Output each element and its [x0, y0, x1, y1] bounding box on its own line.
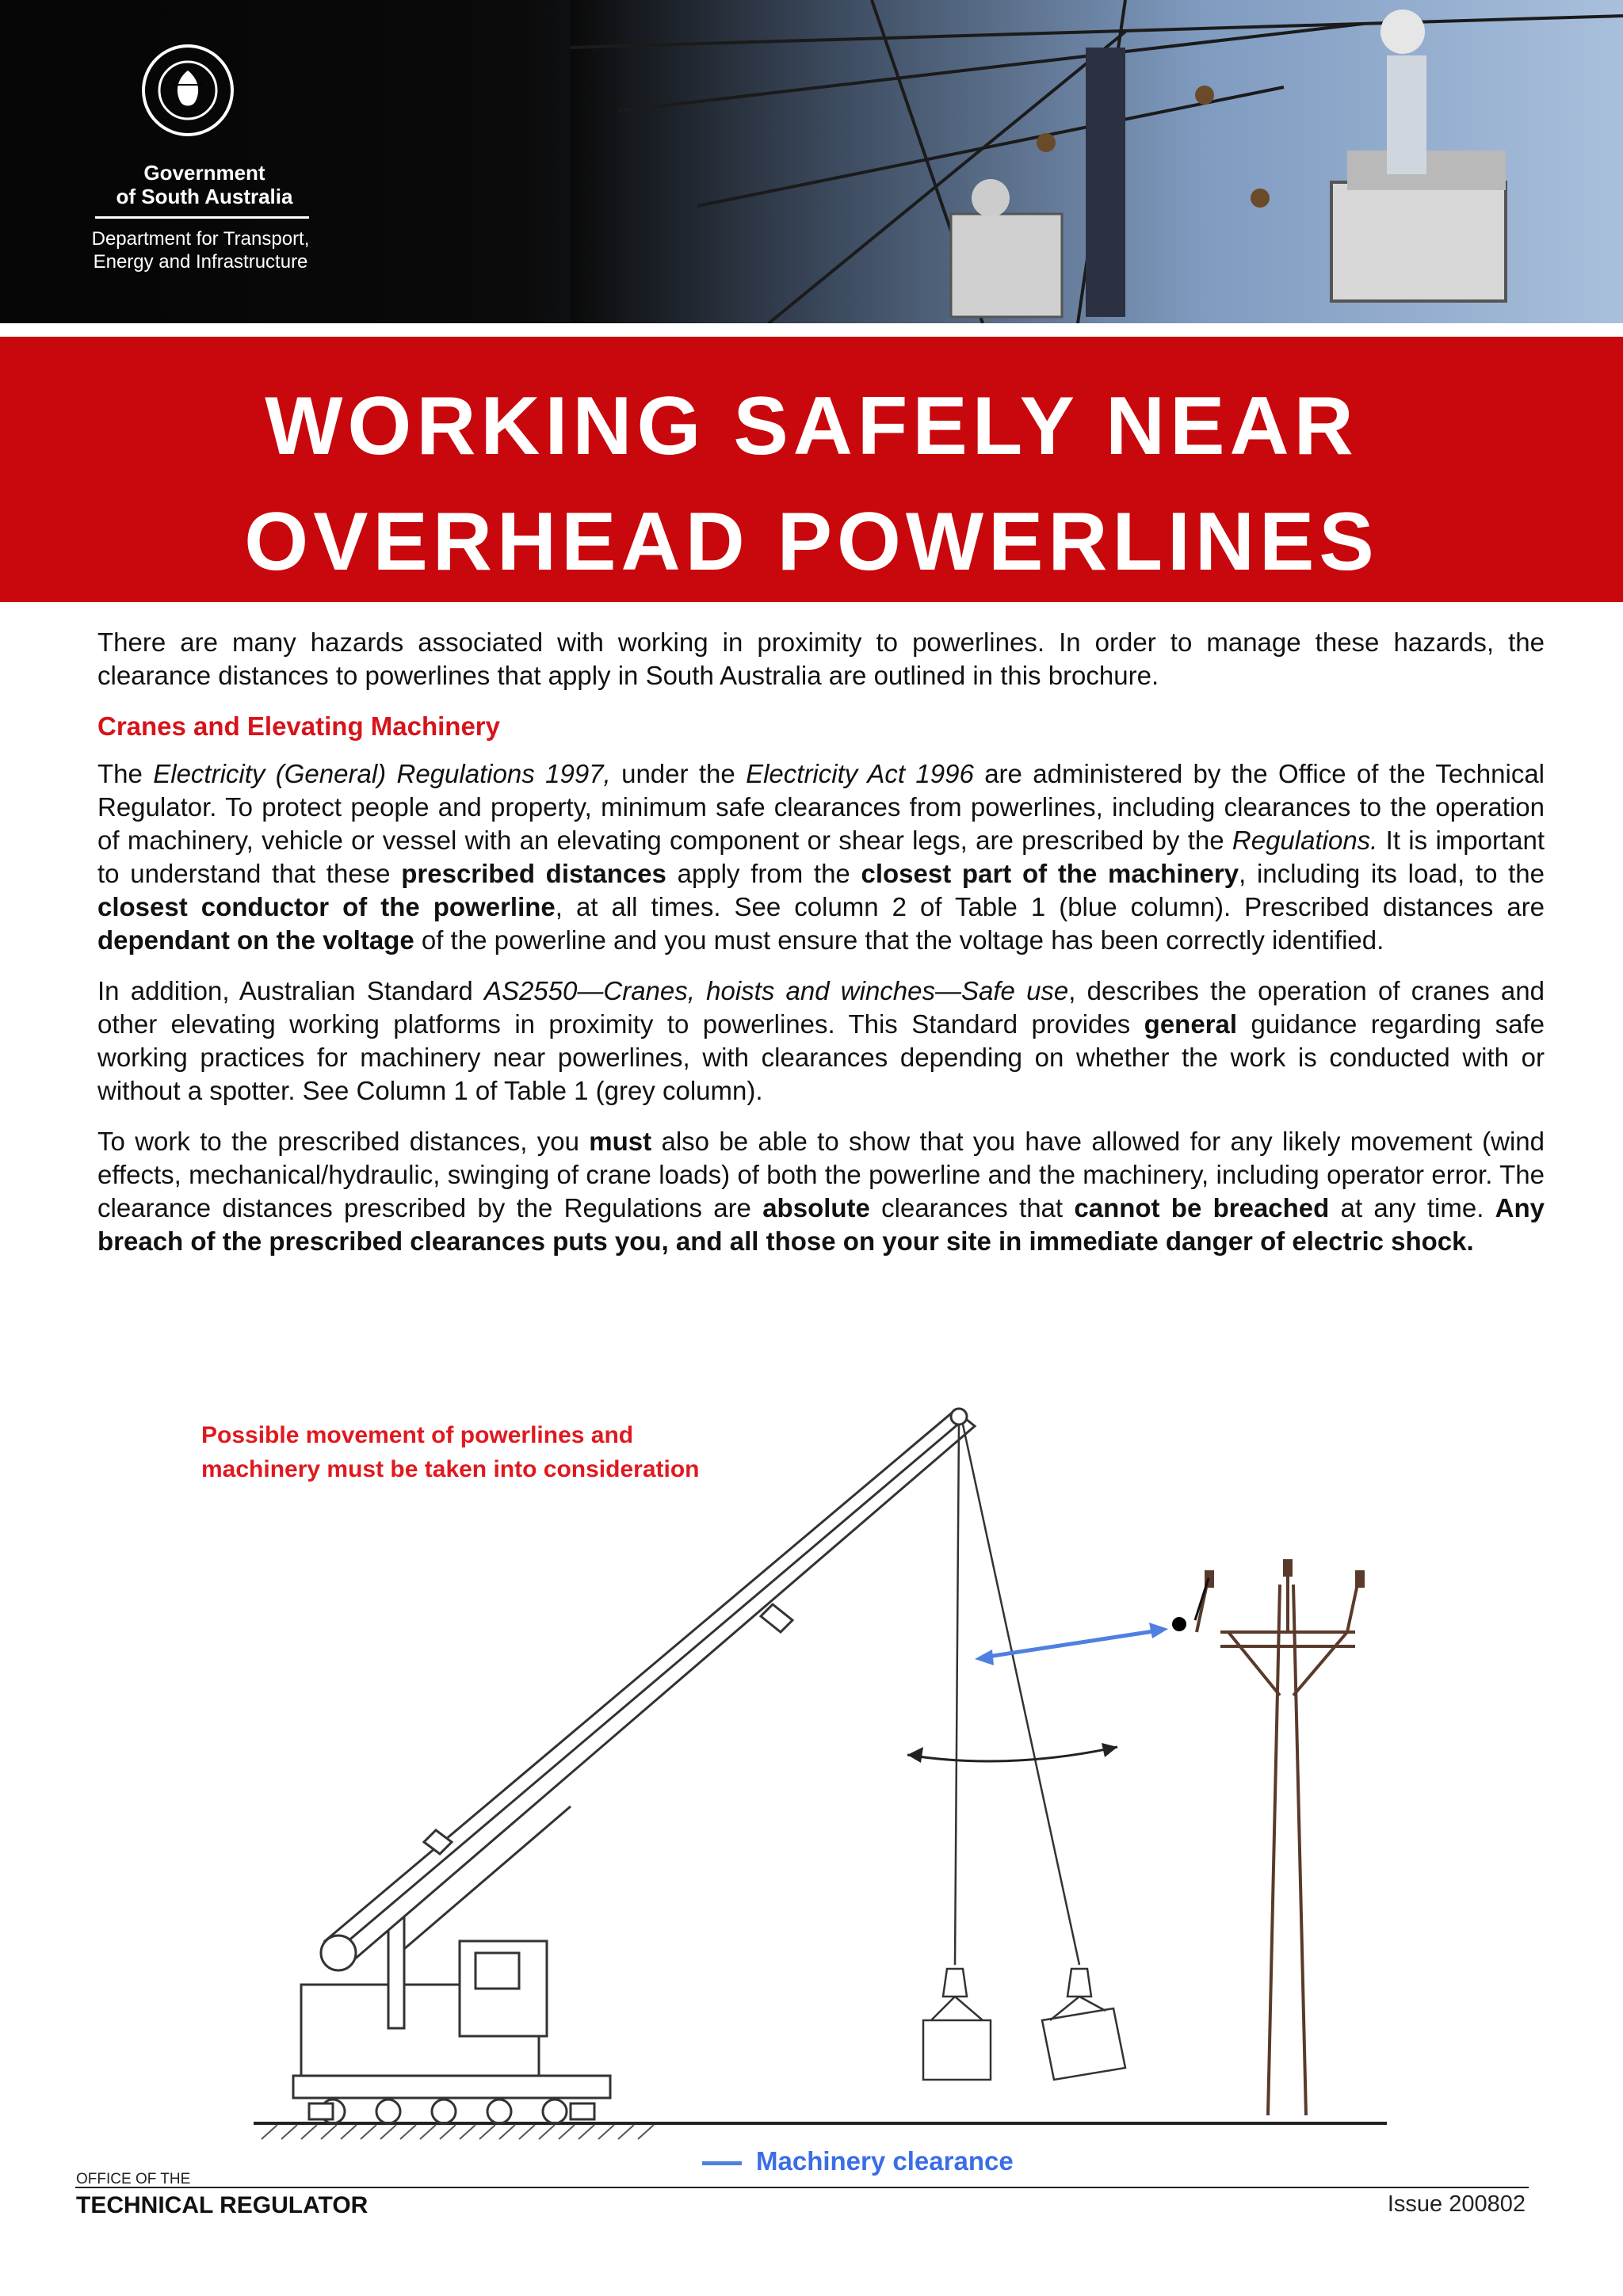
footer-office: OFFICE OF THE	[76, 2171, 191, 2187]
text-span: , describes the operation of cranes and other elevating working platforms in proximity to powerlines. This Standard provides	[97, 976, 1545, 1039]
dept-line1: Department for Transport,	[91, 228, 310, 250]
body-content	[97, 626, 1545, 1276]
text-span: It is important to understand that these	[97, 826, 1545, 888]
dept-line2: Energy and Infrastructure	[93, 251, 308, 273]
insulators	[1205, 1559, 1365, 1588]
ground	[254, 2123, 1387, 2139]
page-title	[0, 368, 1623, 600]
italic-span: Regulations.	[1232, 826, 1378, 855]
bold-span: prescribed distances	[401, 859, 666, 888]
piping-shrike-crest-icon	[141, 44, 235, 137]
government-logo	[55, 44, 341, 289]
text-span: also be able to show that you have allowed for any likely movement (wind effects, mechanical/hydraulic, swinging of crane loads) of both the powerline and the machinery, including operator error. The clearance distances prescribed by the Regulations are	[97, 1127, 1545, 1222]
header	[0, 0, 1623, 323]
clearance-swatch	[702, 2161, 742, 2165]
issue-number: Issue 200802	[1387, 2191, 1526, 2217]
title-line2: OVERHEAD POWERLINES	[244, 496, 1379, 588]
footer-regulator: TECHNICAL REGULATOR	[76, 2192, 369, 2218]
bold-span: dependant on the voltage	[97, 925, 414, 955]
note-line1: Possible movement of powerlines and	[201, 1422, 634, 1448]
section-heading: Cranes and Elevating Machinery	[97, 711, 501, 741]
text-span: guidance regarding safe working practices for machinery near powerlines, with clearances depending on whether the work is conducted with or without a spotter. See Column 1 of Table 1 (grey column).	[97, 1009, 1545, 1105]
machinery-clearance-arrow	[975, 1623, 1168, 1665]
text-span: at any time.	[1329, 1193, 1495, 1222]
text-span: The	[97, 759, 154, 788]
bold-span: must	[589, 1127, 652, 1156]
bold-span: cannot be breached	[1074, 1193, 1330, 1222]
logo-divider	[95, 216, 309, 219]
movement-paragraph	[97, 1125, 1545, 1258]
swing-arrow-right-icon	[1102, 1743, 1117, 1757]
italic-span: Electricity Act 1996	[746, 759, 974, 788]
title-line1: WORKING SAFELY NEAR	[265, 380, 1358, 472]
text-span: , at all times. See column 2 of Table 1 (blue column). Prescribed distances are	[555, 892, 1545, 921]
bold-span: general	[1144, 1009, 1238, 1039]
gov-line2: of South Australia	[116, 185, 293, 208]
swing-arc	[907, 1747, 1117, 1761]
department-name	[62, 227, 339, 273]
text-span: of the powerline and you must ensure that the voltage has been correctly identified.	[414, 925, 1384, 955]
text-span: under the	[610, 759, 747, 788]
note-line2: machinery must be taken into consideration	[201, 1456, 700, 1482]
gov-line1: Government	[143, 161, 265, 185]
conductor-point	[1172, 1617, 1186, 1631]
text-span: clearances that	[869, 1193, 1075, 1222]
text-span: are administered by the Office of the Technical Regulator. To protect people and property, minimum safe clearances from powerlines, including clearances to the operation of machinery, vehicle or vessel with an elevating component or shear legs, are prescribed by the	[97, 759, 1545, 855]
text-span: In addition, Australian Standard	[97, 976, 484, 1005]
standard-paragraph	[97, 974, 1545, 1108]
mobile-crane	[293, 1409, 975, 2123]
government-name	[86, 161, 323, 208]
bold-span: closest conductor of the powerline	[97, 892, 556, 921]
footer-divider	[75, 2187, 1529, 2188]
bold-span: closest part of the machinery	[861, 859, 1239, 888]
text-span: apply from the	[666, 859, 861, 888]
italic-span: AS2550—Cranes, hoists and winches—Safe use	[483, 976, 1069, 1005]
text-span: , including its load, to the	[1239, 859, 1545, 888]
power-pole	[1197, 1569, 1359, 2115]
bold-span: Any breach of the prescribed clearances puts you, and all those on your site in immediate danger of electric shock.	[97, 1193, 1545, 1256]
italic-span: Electricity (General) Regulations 1997,	[153, 759, 611, 788]
swing-arrow-left-icon	[907, 1747, 923, 1763]
crane-powerline-diagram	[190, 1394, 1411, 2155]
intro-paragraph: There are many hazards associated with working in proximity to powerlines. In order to manage these hazards, the clearance distances to powerlines that apply in South Australia are outlined in this brochure.	[97, 627, 1545, 690]
legend-label: Machinery clearance	[756, 2146, 1014, 2176]
text-span: To work to the prescribed distances, you	[97, 1127, 590, 1156]
regulations-paragraph	[97, 757, 1545, 957]
bold-span: absolute	[762, 1193, 870, 1222]
lineworkers-photo	[571, 0, 1623, 323]
title-banner	[0, 337, 1623, 602]
